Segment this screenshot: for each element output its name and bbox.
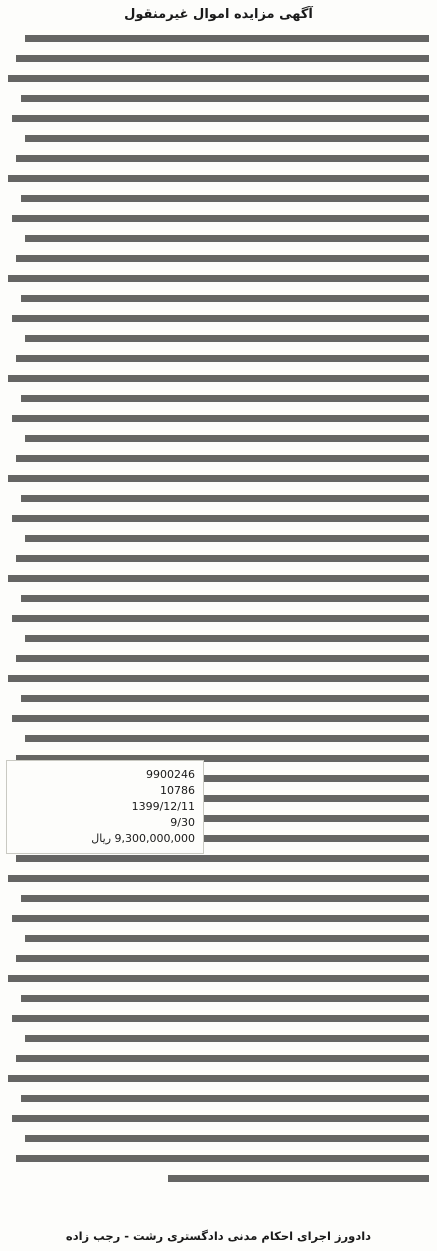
text-line-bar [21, 495, 429, 502]
base-price: 9,300,000,000 ریال [91, 832, 195, 845]
text-line [8, 348, 429, 368]
text-line [8, 948, 429, 968]
text-line [8, 388, 429, 408]
text-line-bar [25, 735, 429, 742]
text-line-bar [16, 1055, 429, 1062]
text-line [8, 248, 429, 268]
text-line-bar [16, 355, 429, 362]
text-line-bar [21, 95, 429, 102]
text-line [8, 708, 429, 728]
text-line-bar [16, 855, 429, 862]
text-line-bar [12, 415, 429, 422]
text-line-bar [8, 375, 429, 382]
text-line [8, 148, 429, 168]
text-line [8, 728, 429, 748]
text-line-bar [21, 695, 429, 702]
text-line [8, 328, 429, 348]
text-line [8, 408, 429, 428]
text-line [8, 1068, 429, 1088]
text-line [8, 1048, 429, 1068]
text-line [8, 228, 429, 248]
text-line-bar [21, 895, 429, 902]
text-line-bar [12, 1115, 429, 1122]
text-line-bar [25, 1035, 429, 1042]
text-line-bar [8, 175, 429, 182]
text-line-bar [21, 1095, 429, 1102]
text-line-bar [21, 595, 429, 602]
text-line-bar [12, 1015, 429, 1022]
auction-time: 9/30 [170, 816, 195, 829]
text-line [8, 188, 429, 208]
text-line [8, 488, 429, 508]
text-line-bar [16, 155, 429, 162]
text-line-bar [25, 535, 429, 542]
text-line [8, 888, 429, 908]
text-line [8, 608, 429, 628]
text-line-bar [12, 915, 429, 922]
text-line [8, 448, 429, 468]
text-line-bar [12, 715, 429, 722]
text-line-bar [8, 1075, 429, 1082]
text-line-bar [8, 975, 429, 982]
text-line-bar [12, 215, 429, 222]
text-line-bar [12, 115, 429, 122]
text-line [8, 308, 429, 328]
text-line [8, 688, 429, 708]
text-line-bar [12, 515, 429, 522]
auction-date: 1399/12/11 [131, 800, 195, 813]
text-line-bar [25, 235, 429, 242]
text-line-bar [21, 995, 429, 1002]
text-line-bar [16, 255, 429, 262]
text-line [8, 288, 429, 308]
text-line-bar [25, 135, 429, 142]
text-line [8, 68, 429, 88]
text-line-bar [16, 55, 429, 62]
text-line-bar [25, 935, 429, 942]
text-line [8, 1148, 429, 1168]
text-line [8, 968, 429, 988]
text-line [8, 568, 429, 588]
text-line-bar [21, 195, 429, 202]
text-line-bar [25, 335, 429, 342]
text-line-bar [21, 395, 429, 402]
text-line-bar [8, 875, 429, 882]
text-line [8, 108, 429, 128]
text-line-bar [25, 1135, 429, 1142]
text-line-bar [16, 455, 429, 462]
text-line-bar [16, 1155, 429, 1162]
registration-number: 10786 [160, 784, 195, 797]
text-line [8, 548, 429, 568]
text-line [8, 508, 429, 528]
text-line [8, 208, 429, 228]
text-line [8, 128, 429, 148]
text-line [8, 428, 429, 448]
text-line [8, 988, 429, 1008]
case-number: 9900246 [146, 768, 195, 781]
text-line-bar [8, 675, 429, 682]
notice-footer: دادورز اجرای احکام مدنی دادگستری رشت - رجب زاده [65, 1229, 372, 1243]
text-line [8, 1088, 429, 1108]
text-line-bar [8, 275, 429, 282]
text-line [8, 1108, 429, 1128]
text-line [8, 648, 429, 668]
notice-title: آگهی مزایده اموال غیرمنقول [124, 7, 313, 22]
text-line-bar [8, 75, 429, 82]
text-line [8, 28, 429, 48]
text-line-bar [12, 615, 429, 622]
legible-figures [6, 760, 204, 854]
notice-body [8, 28, 429, 1208]
text-line-bar [25, 35, 429, 42]
text-line [8, 528, 429, 548]
text-line-bar [16, 555, 429, 562]
text-line [8, 908, 429, 928]
text-line-bar [8, 475, 429, 482]
text-line-bar [16, 955, 429, 962]
text-line [8, 1128, 429, 1148]
text-line [8, 1008, 429, 1028]
text-line-bar [12, 315, 429, 322]
text-line [8, 368, 429, 388]
text-line-bar [16, 655, 429, 662]
text-line [8, 168, 429, 188]
text-line-bar [168, 1175, 429, 1182]
text-line [8, 588, 429, 608]
text-line-bar [25, 635, 429, 642]
text-line [8, 628, 429, 648]
text-line-bar [25, 435, 429, 442]
text-line-bar [8, 575, 429, 582]
text-line [8, 268, 429, 288]
text-line [8, 868, 429, 888]
text-line [8, 668, 429, 688]
text-line [8, 88, 429, 108]
text-line-bar [21, 295, 429, 302]
text-line [8, 468, 429, 488]
text-line [8, 1168, 429, 1188]
text-line [8, 48, 429, 68]
text-line [8, 928, 429, 948]
text-line [8, 1028, 429, 1048]
